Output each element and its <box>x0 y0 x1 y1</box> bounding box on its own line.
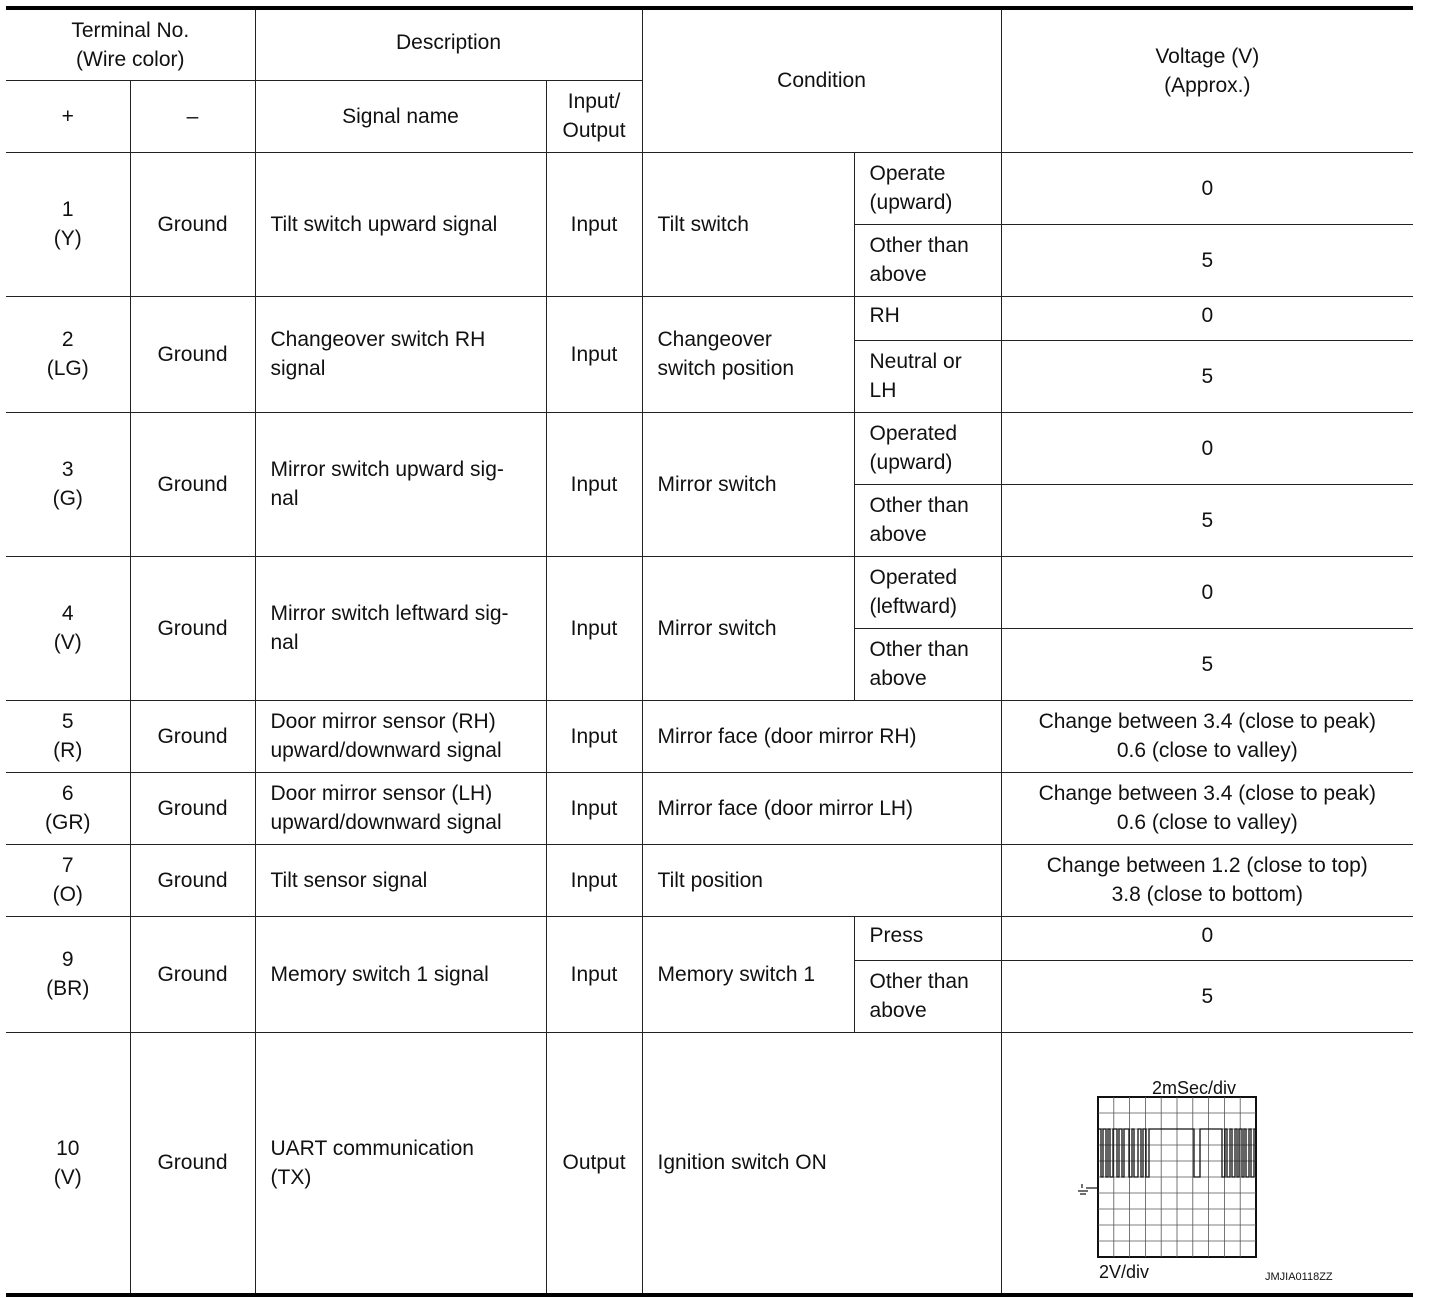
io-cell: Input <box>546 700 642 772</box>
table-row <box>6 700 1413 772</box>
voltage-cell: Change between 3.4 (close to peak) 0.6 (close to valley) <box>1001 772 1413 844</box>
header-minus: – <box>130 80 255 152</box>
header-terminal-no <box>6 8 255 80</box>
voltage-cell: 5 <box>1001 960 1413 1032</box>
header-voltage <box>1001 8 1413 152</box>
header-plus: + <box>6 80 130 152</box>
sub-condition-cell: Operate (upward) <box>854 152 1001 224</box>
ground-cell: Ground <box>130 412 255 556</box>
table-row <box>6 1032 1413 1295</box>
table-row <box>6 772 1413 844</box>
sub-condition-cell: Press <box>854 916 1001 960</box>
header-signal-name: Signal name <box>255 80 546 152</box>
time-div-label: 2mSec/div <box>1151 1077 1236 1098</box>
condition-cell: Mirror switch <box>642 412 854 556</box>
sub-condition-cell: Neutral or LH <box>854 340 1001 412</box>
signal-name-cell: Mirror switch leftward sig- nal <box>255 556 546 700</box>
terminal-cell: 3 (G) <box>6 412 130 556</box>
volt-div-label: 2V/div <box>1098 1261 1149 1282</box>
sub-condition-cell: Operated (upward) <box>854 412 1001 484</box>
voltage-cell: 5 <box>1001 484 1413 556</box>
terminal-cell: 10 (V) <box>6 1032 130 1295</box>
approx-label: (Approx.) <box>1164 73 1251 97</box>
ground-cell: Ground <box>130 916 255 1032</box>
io-cell: Input <box>546 772 642 844</box>
ground-cell: Ground <box>130 556 255 700</box>
voltage-cell: 0 <box>1001 916 1413 960</box>
voltage-cell: 0 <box>1001 412 1413 484</box>
signal-name-cell: Tilt switch upward signal <box>255 152 546 296</box>
table-row <box>6 844 1413 916</box>
table-row <box>6 412 1413 484</box>
voltage-cell: 5 <box>1001 224 1413 296</box>
voltage-cell: 0 <box>1001 152 1413 224</box>
condition-cell: Memory switch 1 <box>642 916 854 1032</box>
sub-condition-cell: Other than above <box>854 224 1001 296</box>
signal-name-cell: UART communication (TX) <box>255 1032 546 1295</box>
sub-condition-cell: Operated (leftward) <box>854 556 1001 628</box>
sub-condition-cell: RH <box>854 296 1001 340</box>
terminal-no-label: Terminal No. <box>71 18 190 42</box>
ground-cell: Ground <box>130 1032 255 1295</box>
terminal-cell: 4 (V) <box>6 556 130 700</box>
voltage-cell: Change between 1.2 (close to top) 3.8 (close to bottom) <box>1001 844 1413 916</box>
condition-cell: Mirror face (door mirror RH) <box>642 700 1001 772</box>
io-cell: Input <box>546 844 642 916</box>
oscilloscope-svg <box>1002 1033 1412 1293</box>
oscilloscope-waveform <box>1002 1033 1414 1293</box>
signal-name-cell: Door mirror sensor (LH) upward/downward signal <box>255 772 546 844</box>
table-row <box>6 556 1413 628</box>
condition-cell: Mirror face (door mirror LH) <box>642 772 1001 844</box>
figure-code-label: JMJIA0118ZZ <box>1264 1270 1333 1283</box>
condition-cell: Changeover switch position <box>642 296 854 412</box>
voltage-cell: 0 <box>1001 556 1413 628</box>
header-input-output <box>546 80 642 152</box>
terminal-cell: 5 (R) <box>6 700 130 772</box>
voltage-cell: 5 <box>1001 628 1413 700</box>
io-cell: Input <box>546 296 642 412</box>
wire-color-label: (Wire color) <box>76 47 185 71</box>
signal-name-cell: Door mirror sensor (RH) upward/downward signal <box>255 700 546 772</box>
table-row <box>6 296 1413 340</box>
condition-cell: Tilt switch <box>642 152 854 296</box>
ground-cell: Ground <box>130 844 255 916</box>
terminal-cell: 6 (GR) <box>6 772 130 844</box>
ground-cell: Ground <box>130 296 255 412</box>
io-cell: Input <box>546 412 642 556</box>
io-cell: Input <box>546 916 642 1032</box>
condition-cell: Tilt position <box>642 844 1001 916</box>
voltage-cell: 0 <box>1001 296 1413 340</box>
signal-name-cell: Memory switch 1 signal <box>255 916 546 1032</box>
voltage-cell: 5 <box>1001 340 1413 412</box>
condition-cell: Mirror switch <box>642 556 854 700</box>
table-row <box>6 152 1413 224</box>
output-label: Output <box>562 119 626 142</box>
sub-condition-cell: Other than above <box>854 960 1001 1032</box>
terminal-cell: 7 (O) <box>6 844 130 916</box>
ground-cell: Ground <box>130 772 255 844</box>
header-condition: Condition <box>642 8 1001 152</box>
terminal-cell: 9 (BR) <box>6 916 130 1032</box>
signal-name-cell: Tilt sensor signal <box>255 844 546 916</box>
condition-cell: Ignition switch ON <box>642 1032 1001 1295</box>
table-row <box>6 916 1413 960</box>
terminal-voltage-table <box>6 6 1413 1297</box>
ground-symbol-icon <box>1078 1184 1098 1194</box>
sub-condition-cell: Other than above <box>854 628 1001 700</box>
io-cell: Input <box>546 152 642 296</box>
terminal-cell: 2 (LG) <box>6 296 130 412</box>
io-cell: Output <box>546 1032 642 1295</box>
ground-cell: Ground <box>130 700 255 772</box>
input-label: Input/ <box>567 90 621 113</box>
signal-name-cell: Mirror switch upward sig- nal <box>255 412 546 556</box>
sub-condition-cell: Other than above <box>854 484 1001 556</box>
voltage-label: Voltage (V) <box>1155 44 1260 68</box>
voltage-cell: Change between 3.4 (close to peak) 0.6 (close to valley) <box>1001 700 1413 772</box>
io-cell: Input <box>546 556 642 700</box>
header-description: Description <box>255 8 642 80</box>
terminal-cell: 1 (Y) <box>6 152 130 296</box>
signal-name-cell: Changeover switch RH signal <box>255 296 546 412</box>
ground-cell: Ground <box>130 152 255 296</box>
oscilloscope-cell <box>1001 1032 1413 1295</box>
